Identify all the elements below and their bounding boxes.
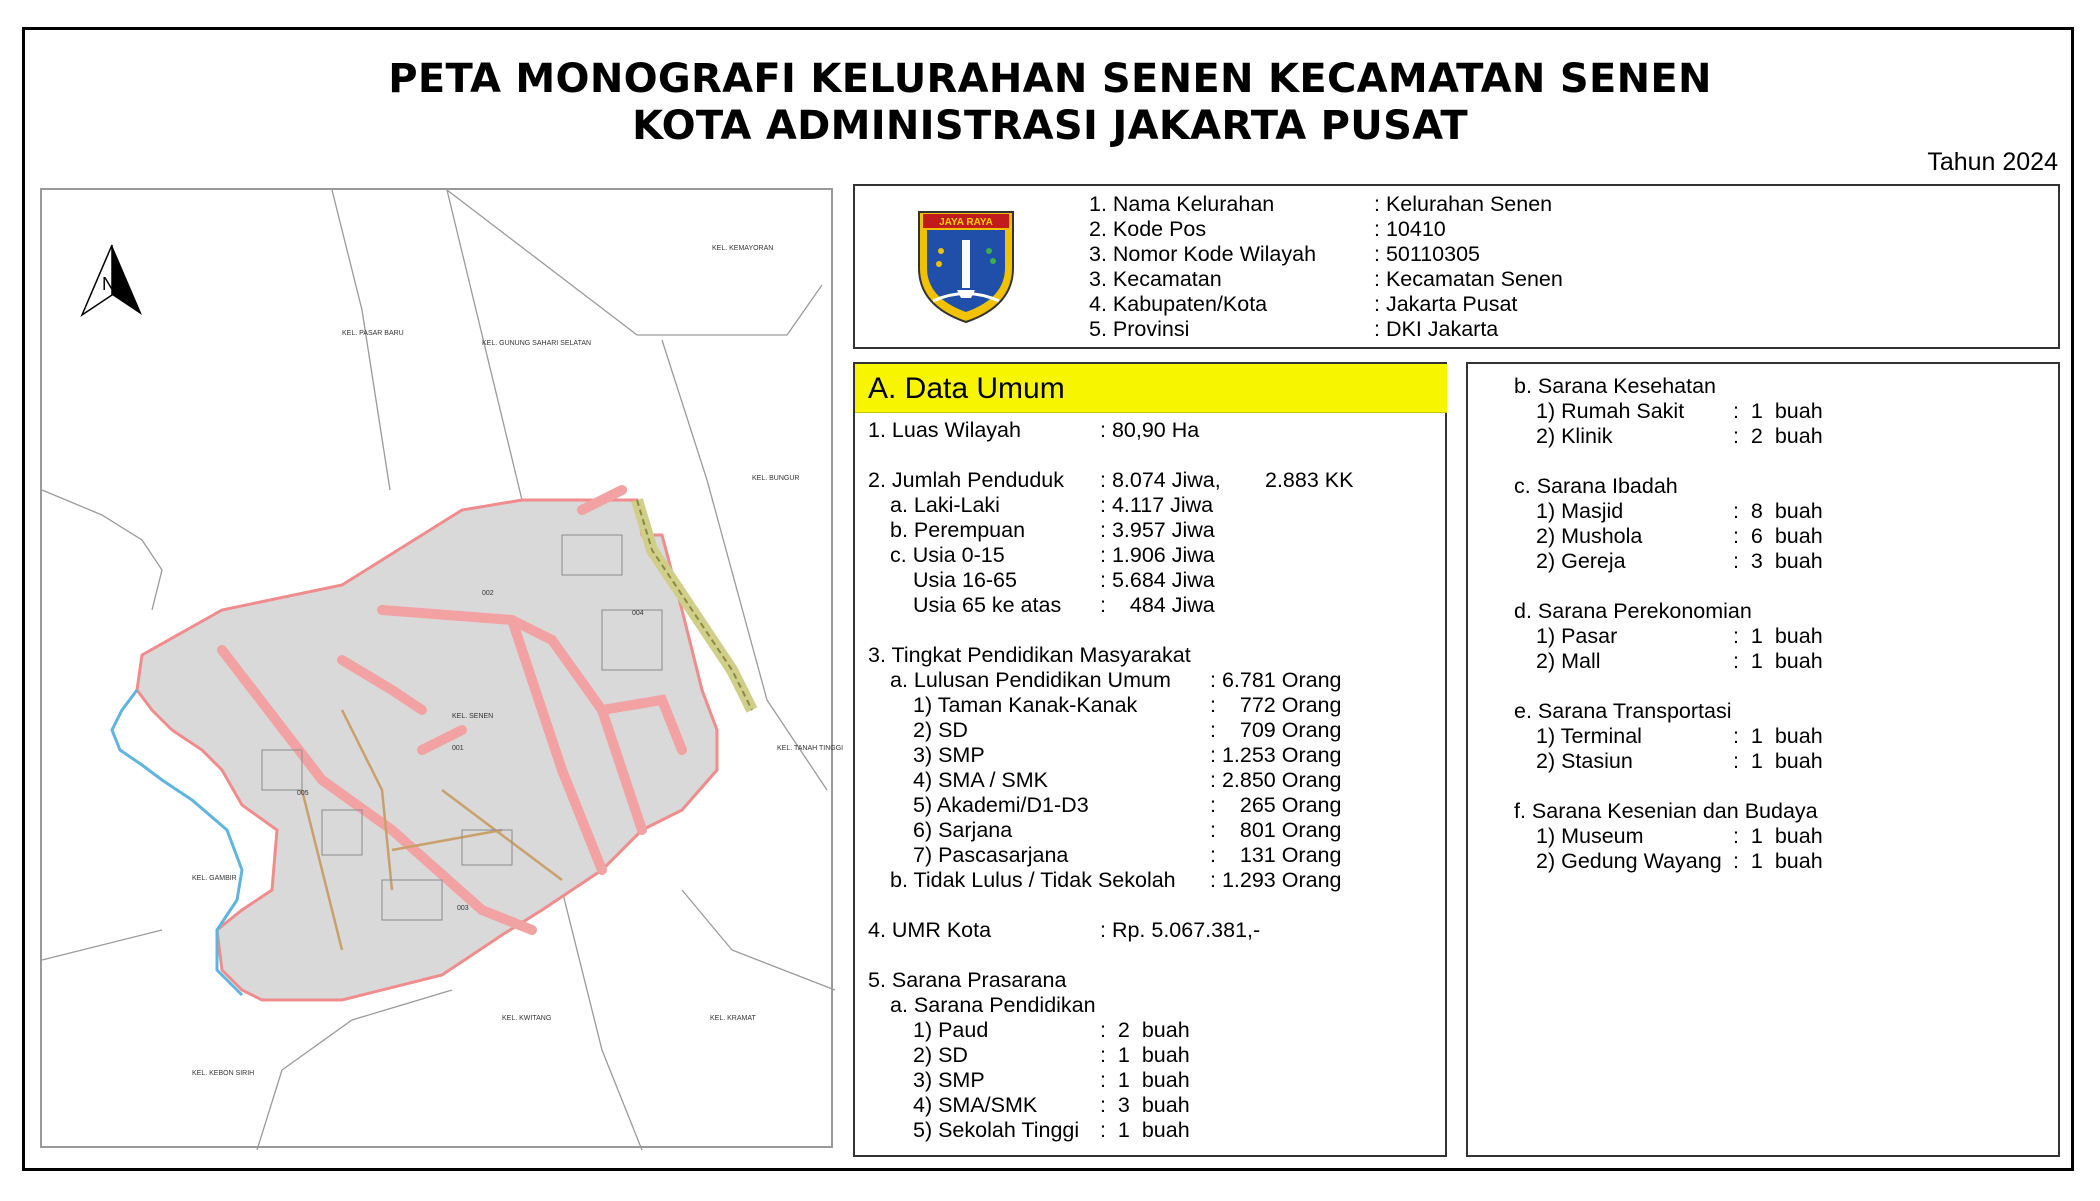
map-label-tanah-tinggi: KEL. TANAH TINGGI [777,745,844,752]
identity-label: 3. Nomor Kode Wilayah [1089,242,1317,266]
data-value: : 1 buah [1100,1068,1190,1092]
map-label-rw004: 004 [632,610,644,617]
sarana-value: : 1 buah [1733,624,1823,648]
data-value: : 1 buah [1100,1043,1190,1067]
data-label: c. Usia 0-15 [890,543,1005,567]
map-label-kemayoran: KEL. KEMAYORAN [712,245,774,252]
sarana-label: 1) Pasar [1536,624,1618,648]
map-label-kebon-sirih: KEL. KEBON SIRIH [192,1070,255,1077]
data-label: 3. Tingkat Pendidikan Masyarakat [868,643,1191,667]
data-label: 5. Sarana Prasarana [868,968,1067,992]
kelurahan-map [42,190,844,1150]
data-value: : Rp. 5.067.381,- [1100,918,1261,942]
sarana-label: 1) Terminal [1536,724,1642,748]
data-value: : 6.781 Orang [1210,668,1342,692]
sarana-heading: d. Sarana Perekonomian [1514,599,1752,623]
data-value: : 484 Jiwa [1100,593,1215,617]
data-label: 5) Akademi/D1-D3 [913,793,1089,817]
data-value: : 1 buah [1100,1118,1190,1142]
data-label: 1) Taman Kanak-Kanak [913,693,1138,717]
map-label-gambir: KEL. GAMBIR [192,875,237,882]
data-label: b. Perempuan [890,518,1026,542]
data-value: : 4.117 Jiwa [1100,493,1214,517]
data-value: : 80,90 Ha [1100,418,1200,442]
map-label-gunung-sahari: KEL. GUNUNG SAHARI SELATAN [482,340,592,347]
page-title-line2: KOTA ADMINISTRASI JAKARTA PUSAT [632,103,1468,149]
identity-label: 3. Kecamatan [1089,267,1222,291]
identity-value: : 10410 [1374,217,1446,241]
data-value: : 1.253 Orang [1210,743,1342,767]
data-label: 4. UMR Kota [868,918,992,942]
data-label: 2. Jumlah Penduduk [868,468,1065,492]
data-label: a. Sarana Pendidikan [890,993,1096,1017]
emblem-banner-text: JAYA RAYA [939,217,993,228]
sarana-heading: e. Sarana Transportasi [1514,699,1732,723]
identity-label: 1. Nama Kelurahan [1089,192,1275,216]
identity-value: : Kelurahan Senen [1374,192,1553,216]
sarana-value: : 1 buah [1733,724,1823,748]
sarana-heading: c. Sarana Ibadah [1514,474,1678,498]
data-label: 1. Luas Wilayah [868,418,1021,442]
data-value: : 8.074 Jiwa, [1100,468,1221,492]
sarana-value: : 2 buah [1733,424,1823,448]
sarana-label: 2) Stasiun [1536,749,1633,773]
data-value: : 1.293 Orang [1210,868,1342,892]
data-label: 1) Paud [913,1018,989,1042]
data-extra: 2.883 KK [1265,468,1354,492]
sarana-value: : 6 buah [1733,524,1823,548]
identity-value: : 50110305 [1374,242,1481,266]
map-label-pasar-baru: KEL. PASAR BARU [342,330,404,337]
map-label-rw002: 002 [482,590,494,597]
data-value: : 5.684 Jiwa [1100,568,1215,592]
data-umum-panel [853,362,1447,1157]
identity-label: 5. Provinsi [1089,317,1190,341]
map-panel [40,188,844,1148]
map-label-kwitang: KEL. KWITANG [502,1015,552,1022]
sarana-label: 1) Masjid [1536,499,1624,523]
sarana-value: : 3 buah [1733,549,1823,573]
section-heading: A. Data Umum [868,372,1065,405]
sarana-value: : 1 buah [1733,849,1823,873]
identity-value: : Kecamatan Senen [1374,267,1563,291]
identity-value: : Jakarta Pusat [1374,292,1518,316]
sarana-heading: b. Sarana Kesehatan [1514,374,1717,398]
data-value: : 801 Orang [1210,818,1342,842]
data-value: : 3 buah [1100,1093,1190,1117]
identity-label: 2. Kode Pos [1089,217,1207,241]
section-header-bar [855,364,1447,413]
data-value: : 2.850 Orang [1210,768,1342,792]
sarana-label: 2) Gedung Wayang [1536,849,1722,873]
data-label: a. Lulusan Pendidikan Umum [890,668,1171,692]
map-label-rw003: 003 [457,905,469,912]
map-label-bungur: KEL. BUNGUR [752,475,800,482]
sarana-value: : 1 buah [1733,749,1823,773]
map-label-rw001: 001 [452,745,464,752]
sarana-label: 1) Museum [1536,824,1644,848]
data-label: 6) Sarjana [913,818,1013,842]
identity-label: 4. Kabupaten/Kota [1089,292,1268,316]
sarana-value: : 1 buah [1733,649,1823,673]
sarana-value: : 1 buah [1733,824,1823,848]
data-label: 2) SD [913,718,968,742]
sarana-label: 2) Mall [1536,649,1601,673]
data-label: 4) SMA/SMK [913,1093,1038,1117]
page-title-line1: PETA MONOGRAFI KELURAHAN SENEN KECAMATAN SENEN [388,56,1712,102]
dki-jakarta-emblem-icon [915,206,1017,326]
data-label: 2) SD [913,1043,968,1067]
map-label-rw005: 005 [297,790,309,797]
identity-value: : DKI Jakarta [1374,317,1499,341]
data-label: Usia 65 ke atas [913,593,1062,617]
data-value: : 709 Orang [1210,718,1342,742]
data-value: : 265 Orang [1210,793,1342,817]
data-value: : 131 Orang [1210,843,1342,867]
data-label: 3) SMP [913,1068,985,1092]
data-value: : 3.957 Jiwa [1100,518,1215,542]
identity-panel [853,184,2060,349]
data-label: 7) Pascasarjana [913,843,1069,867]
map-label-senen: KEL. SENEN [452,713,494,720]
sarana-value: : 1 buah [1733,399,1823,423]
sarana-label: 2) Mushola [1536,524,1643,548]
sarana-label: 2) Klinik [1536,424,1613,448]
sarana-panel [1466,362,2060,1157]
sarana-value: : 8 buah [1733,499,1823,523]
sarana-label: 1) Rumah Sakit [1536,399,1685,423]
data-label: Usia 16-65 [913,568,1017,592]
data-label: 4) SMA / SMK [913,768,1049,792]
data-value: : 772 Orang [1210,693,1342,717]
data-label: b. Tidak Lulus / Tidak Sekolah [890,868,1176,892]
map-label-kramat: KEL. KRAMAT [710,1015,756,1022]
data-label: a. Laki-Laki [890,493,1000,517]
sarana-heading: f. Sarana Kesenian dan Budaya [1514,799,1818,823]
sarana-label: 2) Gereja [1536,549,1626,573]
data-value: : 2 buah [1100,1018,1190,1042]
data-label: 3) SMP [913,743,985,767]
data-value: : 1.906 Jiwa [1100,543,1215,567]
year-label: Tahun 2024 [1927,148,2058,176]
north-label: N [102,274,115,294]
data-label: 5) Sekolah Tinggi [913,1118,1080,1142]
